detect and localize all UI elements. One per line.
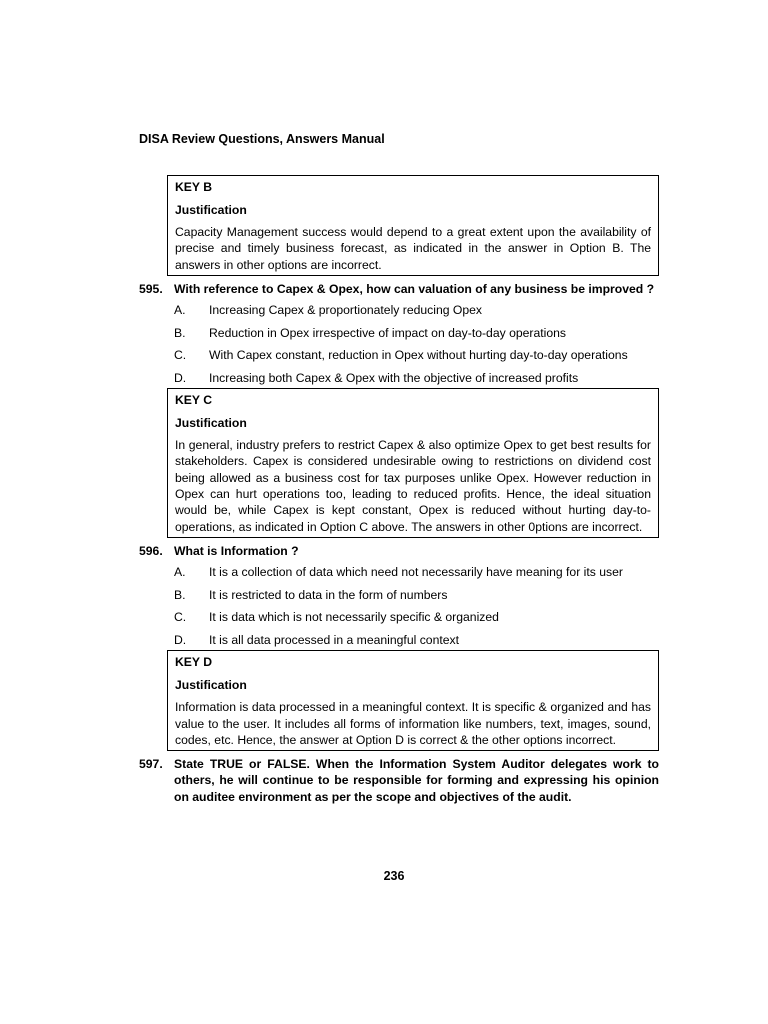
question-597 bbox=[139, 756, 659, 805]
answer-key: KEY D bbox=[175, 655, 213, 670]
option-text: Increasing both Capex & Opex with the objective of increased profits bbox=[209, 370, 579, 385]
option-text: Reduction in Opex irrespective of impact on day-to-day operations bbox=[209, 325, 567, 340]
option-c bbox=[174, 347, 659, 363]
justification-label: Justification bbox=[175, 203, 247, 217]
option-d bbox=[174, 370, 659, 386]
question-number: 597. bbox=[139, 757, 163, 772]
answer-key-box bbox=[167, 650, 659, 751]
option-letter: A. bbox=[174, 565, 186, 580]
question-text: State TRUE or FALSE. When the Information System Auditor delegates work to others, he will continue to be responsible for forming and expressing his opinion on auditee environment as per the scope and objectives of the audit. bbox=[174, 757, 659, 804]
question-596 bbox=[139, 543, 659, 559]
option-text: It is data which is not necessarily specific & organized bbox=[209, 610, 499, 625]
answer-key-box bbox=[167, 388, 659, 538]
option-letter: B. bbox=[174, 587, 186, 602]
document-body bbox=[139, 175, 659, 805]
question-595 bbox=[139, 281, 659, 297]
option-b bbox=[174, 587, 659, 603]
justification-text: Capacity Management success would depend to a great extent upon the availability of precise and timely business forecast, as indicated in the answer in Option B. The answers in other options are incorrect. bbox=[175, 225, 651, 272]
option-text: It is restricted to data in the form of numbers bbox=[209, 587, 448, 602]
question-number: 595. bbox=[139, 281, 163, 296]
justification-text: In general, industry prefers to restrict Capex & also optimize Opex to get best results for stakeholders. Capex is considered undesirable owing to restrictions on dividend cost being allowed as a business cost for tax purposes unlike Opex. However reduction in Opex can hurt operations too, leading to reduced profits. Hence, the ideal situation would be, while Capex is kept constant, Opex is reduced without hurting day-to-operations, as indicated in Option C above. The answers in other 0ptions are incorrect. bbox=[175, 438, 651, 534]
justification-label: Justification bbox=[175, 678, 247, 693]
option-b bbox=[174, 325, 659, 341]
option-text: With Capex constant, reduction in Opex without hurting day-to-day operations bbox=[209, 348, 628, 363]
option-letter: C. bbox=[174, 348, 187, 363]
answer-key: KEY C bbox=[175, 393, 213, 408]
option-text: It is a collection of data which need not necessarily have meaning for its user bbox=[209, 565, 623, 580]
question-text: What is Information ? bbox=[174, 543, 299, 558]
option-c bbox=[174, 609, 659, 625]
option-text: It is all data processed in a meaningful context bbox=[209, 632, 459, 647]
option-letter: B. bbox=[174, 325, 186, 340]
option-letter: C. bbox=[174, 610, 187, 625]
option-d bbox=[174, 632, 659, 648]
option-a bbox=[174, 302, 659, 318]
options-list bbox=[139, 302, 659, 386]
justification-text: Information is data processed in a meaningful context. It is specific & organized and has value to the user. It includes all forms of information like numbers, text, images, sound, codes, etc. Hence, the answer at Option D is correct & the other options incorrect. bbox=[175, 700, 651, 747]
option-a bbox=[174, 564, 659, 580]
option-text: Increasing Capex & proportionately reducing Opex bbox=[209, 303, 483, 318]
justification-label: Justification bbox=[175, 416, 247, 431]
option-letter: D. bbox=[174, 632, 187, 647]
answer-key-box bbox=[167, 175, 659, 276]
page-header: DISA Review Questions, Answers Manual bbox=[139, 132, 385, 146]
question-number: 596. bbox=[139, 543, 163, 558]
page-number: 236 bbox=[383, 869, 405, 883]
option-letter: D. bbox=[174, 370, 187, 385]
options-list bbox=[139, 564, 659, 648]
question-text: With reference to Capex & Opex, how can valuation of any business be improved ? bbox=[174, 281, 655, 296]
answer-key: KEY B bbox=[175, 180, 213, 194]
option-letter: A. bbox=[174, 303, 186, 318]
